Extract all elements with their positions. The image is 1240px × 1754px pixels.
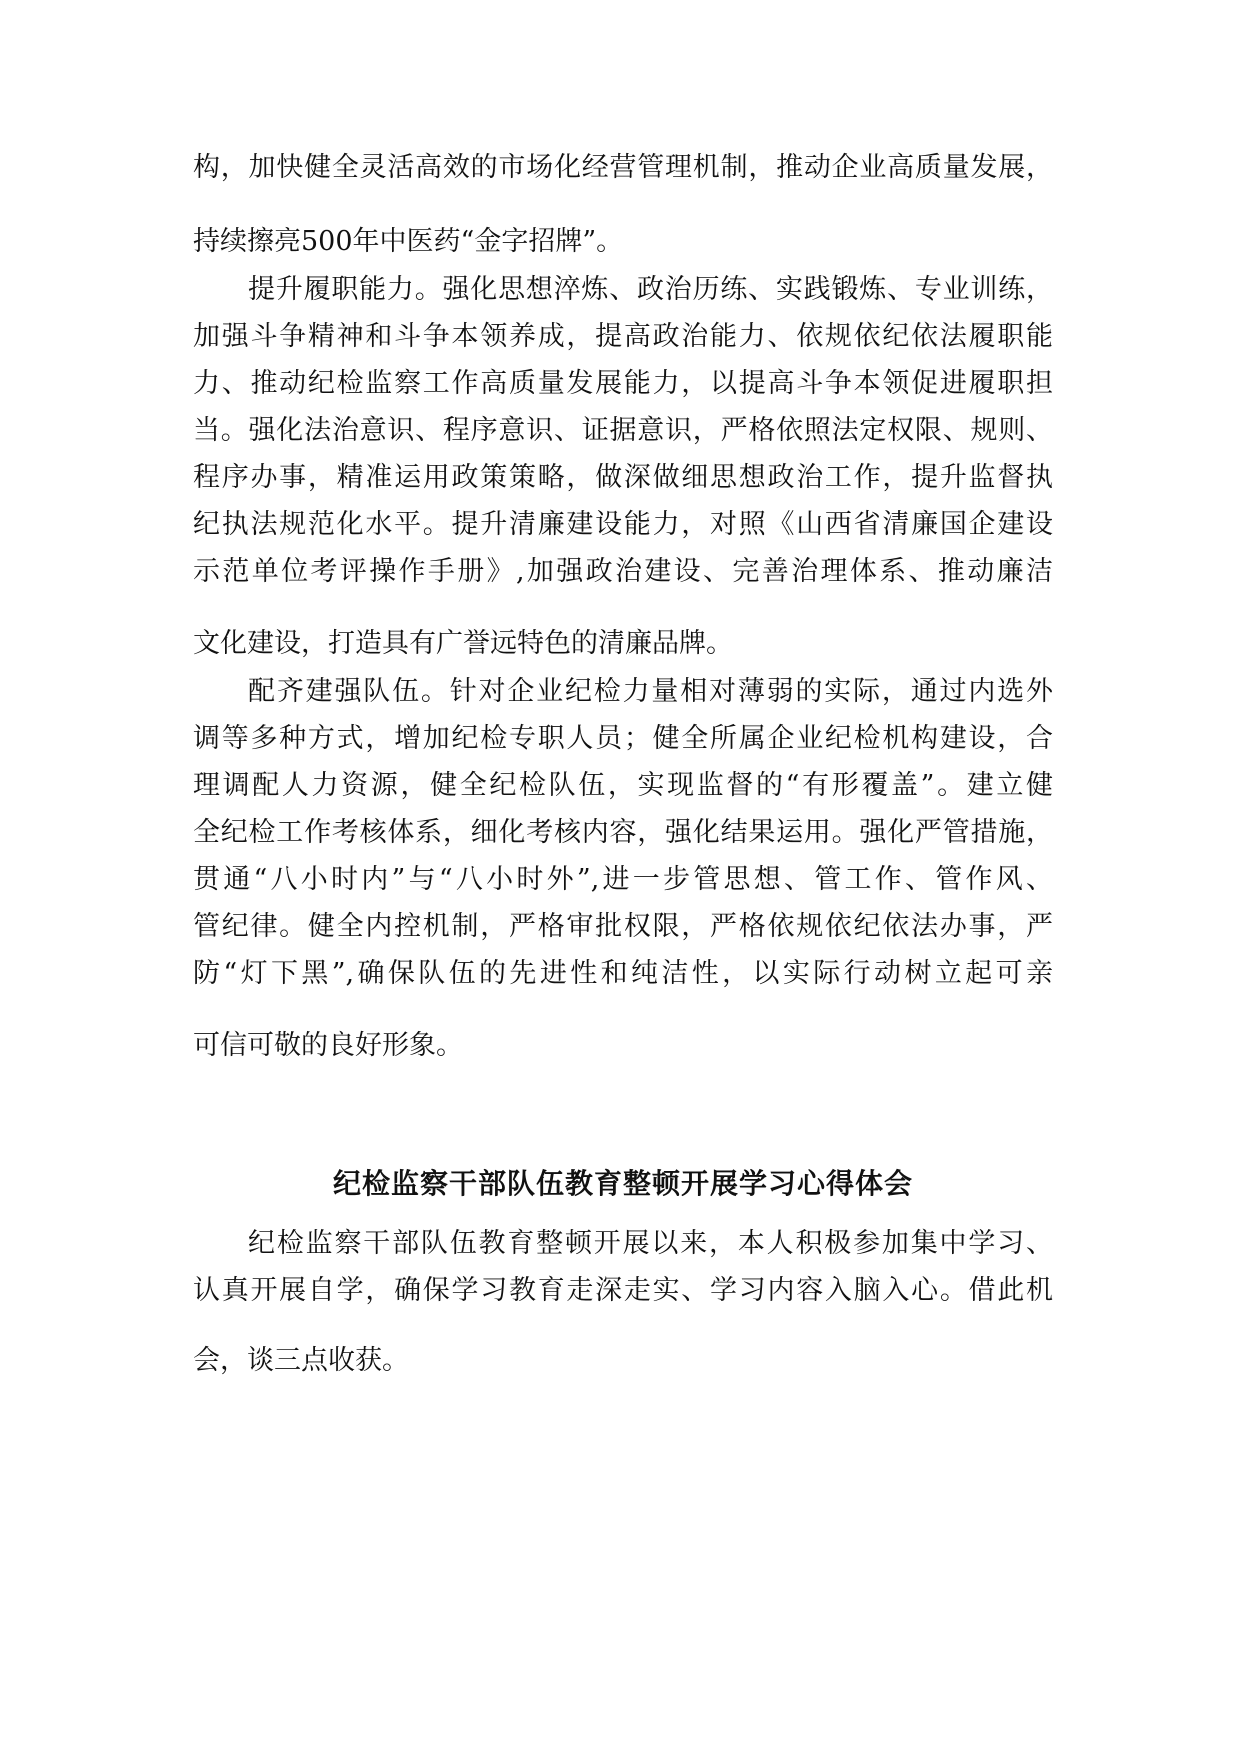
closing-line-1: 纪检监察干部队伍教育整顿开展以来，本人积极参加集中学习、 <box>248 1228 1053 1259</box>
paragraph-3-line-5: 贯通“八小时内”与“八小时外”,进一步管思想、管工作、管作风、 <box>193 864 1053 895</box>
paragraph-1-line-1: 构，加快健全灵活高效的市场化经营管理机制，推动企业高质量发展， <box>193 152 1053 183</box>
paragraph-3-line-8: 可信可敬的良好形象。 <box>193 1030 463 1061</box>
paragraph-2-line-8: 文化建设，打造具有广誉远特色的清廉品牌。 <box>193 628 733 659</box>
paragraph-3-line-3: 理调配人力资源，健全纪检队伍，实现监督的“有形覆盖”。建立健 <box>193 770 1053 801</box>
paragraph-3-line-4: 全纪检工作考核体系，细化考核内容，强化结果运用。强化严管措施， <box>193 817 1053 848</box>
closing-line-2: 认真开展自学，确保学习教育走深走实、学习内容入脑入心。借此机 <box>193 1275 1053 1306</box>
paragraph-3-line-1: 配齐建强队伍。针对企业纪检力量相对薄弱的实际，通过内选外 <box>248 676 1053 707</box>
paragraph-2-line-4: 当。强化法治意识、程序意识、证据意识，严格依照法定权限、规则、 <box>193 415 1053 446</box>
paragraph-3-line-7: 防“灯下黑”,确保队伍的先进性和纯洁性，以实际行动树立起可亲 <box>193 958 1053 989</box>
section-heading: 纪检监察干部队伍教育整顿开展学习心得体会 <box>332 1167 913 1200</box>
paragraph-2-line-6: 纪执法规范化水平。提升清廉建设能力，对照《山西省清廉国企建设 <box>193 509 1053 540</box>
paragraph-3-line-6: 管纪律。健全内控机制，严格审批权限，严格依规依纪依法办事，严 <box>193 911 1053 942</box>
paragraph-2-line-1: 提升履职能力。强化思想淬炼、政治历练、实践锻炼、专业训练， <box>248 274 1053 305</box>
paragraph-2-line-5: 程序办事，精准运用政策策略，做深做细思想政治工作，提升监督执 <box>193 462 1053 493</box>
paragraph-1-line-2: 持续擦亮500年中医药“金字招牌”。 <box>193 226 624 257</box>
paragraph-3-line-2: 调等多种方式，增加纪检专职人员；健全所属企业纪检机构建设，合 <box>193 723 1053 754</box>
paragraph-2-line-3: 力、推动纪检监察工作高质量发展能力，以提高斗争本领促进履职担 <box>193 368 1053 399</box>
paragraph-2-line-2: 加强斗争精神和斗争本领养成，提高政治能力、依规依纪依法履职能 <box>193 321 1053 352</box>
closing-line-3: 会，谈三点收获。 <box>193 1345 409 1376</box>
paragraph-2-line-7: 示范单位考评操作手册》,加强政治建设、完善治理体系、推动廉洁 <box>193 556 1053 587</box>
